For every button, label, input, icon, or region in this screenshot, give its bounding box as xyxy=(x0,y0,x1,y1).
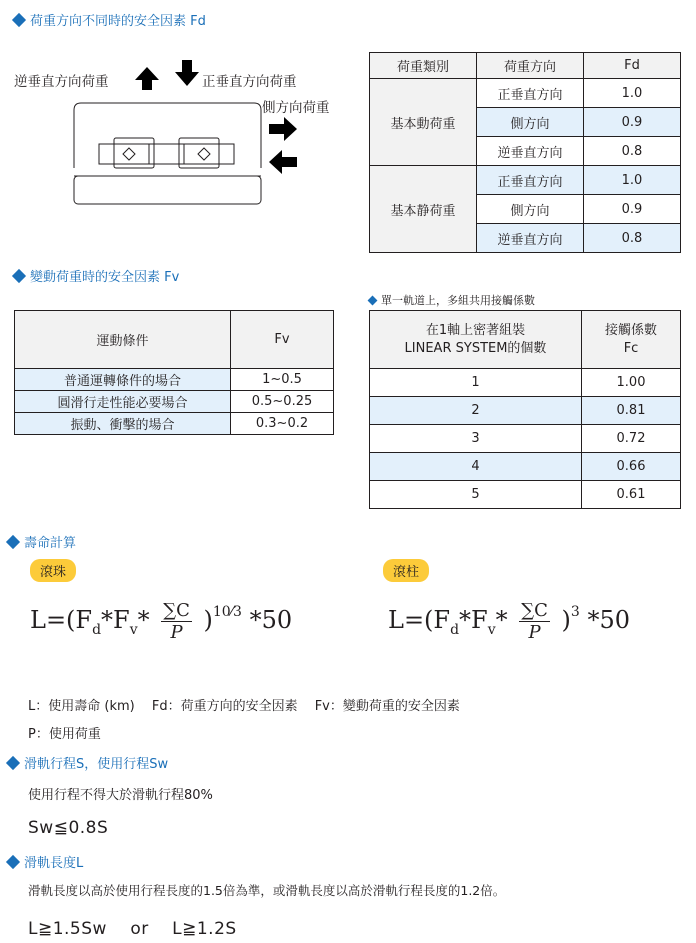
formula-legend-line2: P：使用荷重 xyxy=(28,727,101,742)
fc-table xyxy=(369,310,681,509)
fd-value-cell: 0.8 xyxy=(584,224,681,253)
fv-value-cell: 1~0.5 xyxy=(231,369,334,391)
table-row xyxy=(370,481,681,509)
fc-table-header-row xyxy=(370,311,681,369)
formula-numerator: ∑C xyxy=(163,600,190,621)
fd-direction-cell: 逆垂直方向 xyxy=(477,137,584,166)
fc-section-heading xyxy=(369,292,535,308)
fc-count-cell: 5 xyxy=(370,481,582,509)
formula-fv-term: *F xyxy=(101,606,130,634)
fv-value-cell: 0.3~0.2 xyxy=(231,413,334,435)
ball-life-formula xyxy=(30,600,292,643)
fd-value-cell: 0.8 xyxy=(584,137,681,166)
fc-count-cell: 2 xyxy=(370,397,582,425)
right-arrow-icon xyxy=(269,117,297,141)
formula-denominator: P xyxy=(528,622,541,643)
fd-direction-cell: 逆垂直方向 xyxy=(477,224,584,253)
diamond-bullet-icon xyxy=(6,534,20,548)
stroke-section-heading xyxy=(8,753,168,772)
fd-header-direction: 荷重方向 xyxy=(477,53,584,79)
roller-type-badge: 滾柱 xyxy=(383,559,429,582)
formula-exponent-ball: 10⁄3 xyxy=(212,604,242,620)
life-section-title: 壽命計算 xyxy=(24,536,77,551)
fc-count-cell: 3 xyxy=(370,425,582,453)
diamond-bullet-icon xyxy=(12,268,26,282)
fd-table xyxy=(369,52,681,253)
formula-v-subscript: v xyxy=(487,621,496,638)
table-row xyxy=(370,79,681,108)
fv-table-header-row xyxy=(15,311,334,369)
fv-header-condition: 運動條件 xyxy=(15,311,231,369)
rail-length-rule-formula: L≧1.5Sw or L≧1.2S xyxy=(28,919,237,939)
table-row xyxy=(370,453,681,481)
formula-close-paren: ) xyxy=(561,606,571,634)
fd-direction-cell: 正垂直方向 xyxy=(477,79,584,108)
left-arrow-icon xyxy=(269,150,297,174)
fc-count-cell: 4 xyxy=(370,453,582,481)
fv-section-heading xyxy=(14,266,179,285)
fd-value-cell: 0.9 xyxy=(584,195,681,224)
fc-count-cell: 1 xyxy=(370,369,582,397)
rail-length-section-title: 滑軌長度L xyxy=(24,856,84,871)
fc-header-coefficient-line1: 接觸係數 xyxy=(604,322,657,338)
fd-direction-cell: 正垂直方向 xyxy=(477,166,584,195)
rail-length-section-heading xyxy=(8,852,83,871)
down-arrow-icon xyxy=(175,60,199,86)
diamond-bullet-icon xyxy=(368,295,378,305)
life-section-heading xyxy=(8,532,76,551)
formula-close-paren: ) xyxy=(203,606,213,634)
formula-fraction xyxy=(519,600,550,643)
fd-value-cell: 1.0 xyxy=(584,166,681,195)
fv-condition-cell: 圓滑行走性能必要場合 xyxy=(15,391,231,413)
formula-star: * xyxy=(495,606,508,634)
fv-condition-cell: 普通運轉條件的場合 xyxy=(15,369,231,391)
formula-d-subscript: d xyxy=(92,621,102,638)
formula-tail: *50 xyxy=(587,606,630,634)
fv-table xyxy=(14,310,334,435)
formula-lhs: L=(F xyxy=(388,606,451,634)
stroke-rule-text: 使用行程不得大於滑軌行程80% xyxy=(28,788,213,803)
up-arrow-icon xyxy=(135,67,159,90)
fd-header-category: 荷重類別 xyxy=(370,53,477,79)
fc-value-cell: 0.61 xyxy=(582,481,681,509)
fv-value-cell: 0.5~0.25 xyxy=(231,391,334,413)
table-row xyxy=(370,166,681,195)
fd-value-cell: 1.0 xyxy=(584,79,681,108)
table-row xyxy=(370,369,681,397)
fc-header-count-line2: LINEAR SYSTEM的個數 xyxy=(404,340,547,356)
formula-star: * xyxy=(137,606,150,634)
fd-direction-cell: 側方向 xyxy=(477,108,584,137)
fd-direction-cell: 側方向 xyxy=(477,195,584,224)
formula-fv-term: *F xyxy=(459,606,488,634)
fv-condition-cell: 振動、衝擊的場合 xyxy=(15,413,231,435)
table-row xyxy=(15,413,334,435)
fv-section-title: 變動荷重時的安全因素 Fv xyxy=(30,270,180,285)
table-row xyxy=(15,369,334,391)
formula-d-subscript: d xyxy=(450,621,460,638)
fc-value-cell: 1.00 xyxy=(582,369,681,397)
stroke-section-title: 滑軌行程S，使用行程Sw xyxy=(24,757,169,772)
fd-section-heading xyxy=(14,10,206,29)
diamond-bullet-icon xyxy=(12,12,26,26)
fc-value-cell: 0.81 xyxy=(582,397,681,425)
table-row xyxy=(15,391,334,413)
fd-table-header-row xyxy=(370,53,681,79)
formula-denominator: P xyxy=(170,622,183,643)
fc-header-coefficient xyxy=(582,311,681,369)
fd-value-cell: 0.9 xyxy=(584,108,681,137)
formula-lhs: L=(F xyxy=(30,606,93,634)
formula-legend-line1: L：使用壽命 (km) Fd：荷重方向的安全因素 Fv：變動荷重的安全因素 xyxy=(28,699,460,714)
fd-header-value: Fd xyxy=(584,53,681,79)
rail-length-rule-text: 滑軌長度以高於使用行程長度的1.5倍為準，或滑軌長度以高於滑軌行程長度的1.2倍。 xyxy=(28,883,506,898)
fc-value-cell: 0.72 xyxy=(582,425,681,453)
fd-category-cell: 基本動荷重 xyxy=(370,79,477,166)
formula-v-subscript: v xyxy=(129,621,138,638)
fc-header-coefficient-line2: Fc xyxy=(623,340,639,356)
normal-vertical-load-label: 正垂直方向荷重 xyxy=(202,74,297,90)
fc-section-title: 單一軌道上，多組共用接觸係數 xyxy=(381,294,535,307)
ball-type-badge: 滾珠 xyxy=(30,559,76,582)
roller-life-formula xyxy=(388,600,630,643)
fd-category-cell: 基本静荷重 xyxy=(370,166,477,253)
diamond-bullet-icon xyxy=(6,854,20,868)
reverse-vertical-load-label: 逆垂直方向荷重 xyxy=(14,74,109,90)
formula-exponent-roller: 3 xyxy=(570,604,580,620)
table-row xyxy=(370,425,681,453)
stroke-rule-formula: Sw≦0.8S xyxy=(28,818,109,838)
slide-block-drawing xyxy=(74,103,261,204)
diamond-bullet-icon xyxy=(6,755,20,769)
fc-value-cell: 0.66 xyxy=(582,453,681,481)
lateral-load-label: 側方向荷重 xyxy=(262,100,330,116)
fv-header-value: Fv xyxy=(231,311,334,369)
formula-fraction xyxy=(161,600,192,643)
table-row xyxy=(370,397,681,425)
formula-numerator: ∑C xyxy=(521,600,548,621)
fc-header-count-line1: 在1軸上密著組裝 xyxy=(425,322,526,338)
formula-tail: *50 xyxy=(249,606,293,634)
fd-section-title: 荷重方向不同時的安全因素 Fd xyxy=(30,14,206,29)
fc-header-count xyxy=(370,311,582,369)
